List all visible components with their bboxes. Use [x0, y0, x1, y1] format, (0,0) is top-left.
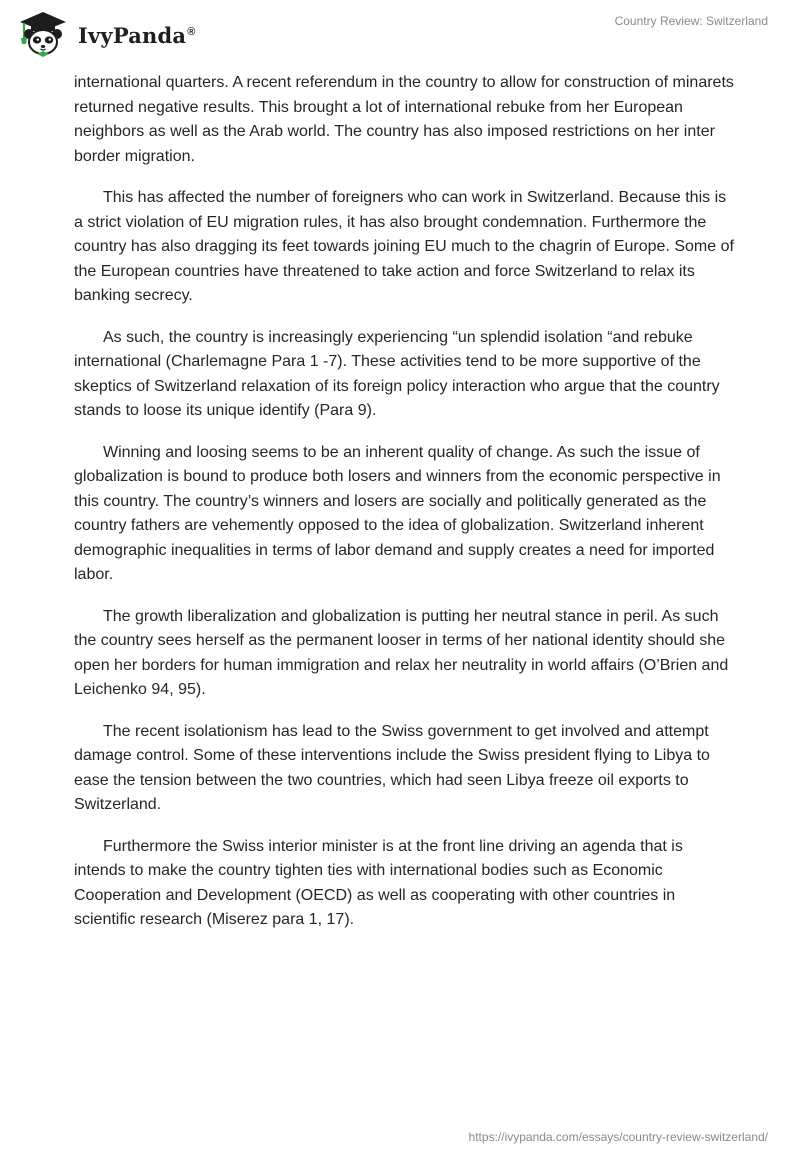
- essay-body: [74, 71, 734, 950]
- paragraph: The growth liberalization and globalization is putting her neutral stance in peril. As such the country sees herself as the permanent looser in terms of her national identity should she open her borders for human immigration and relax her neutrality in world affairs (O’Brien and Leichenko 94, 95).: [74, 607, 729, 698]
- registered-mark: ®: [187, 25, 196, 38]
- paragraph: This has affected the number of foreigners who can work in Switzerland. Because this is a strict violation of EU migration rules, it has also brought condemnation. Furthermore the country has also dragging its feet towards joining EU much to the chagrin of Europe. Some of the European countries have threatened to take action and force Switzerland to relax its banking secrecy.: [74, 189, 734, 304]
- page-header: [0, 0, 800, 70]
- paragraph: The recent isolationism has lead to the Swiss government to get involved and attempt damage control. Some of these interventions include the Swiss president flying to Libya to ease the tension between the two countries, which had seen Libya freeze oil exports to Switzerland.: [74, 722, 710, 813]
- panda-graduate-icon: [14, 8, 72, 58]
- source-url-link[interactable]: https://ivypanda.com/essays/country-review-switzerland/: [468, 1130, 768, 1144]
- brand-name: IvyPanda®: [78, 22, 196, 48]
- document-title: Country Review: Switzerland: [614, 14, 768, 28]
- paragraph: Furthermore the Swiss interior minister is at the front line driving an agenda that is intends to make the country tighten ties with international bodies such as Economic Cooperation and Development (OECD) as well as cooperating with other countries in scientific research (Miserez para 1, 17).: [74, 837, 683, 928]
- paragraph: international quarters. A recent referendum in the country to allow for construction of minarets returned negative results. This brought a lot of international rebuke from her European neighbors as well as the Arab world. The country has also imposed restrictions on her inter border migration.: [74, 74, 734, 165]
- paragraph: Winning and loosing seems to be an inherent quality of change. As such the issue of globalization is bound to produce both losers and winners from the economic perspective in this country. The country’s winners and losers are socially and politically generated as the country fathers are vehemently opposed to the idea of globalization. Switzerland inherent demographic inequalities in terms of labor demand and supply creates a need for imported labor.: [74, 443, 721, 583]
- brand-logo[interactable]: [14, 8, 196, 58]
- paragraph: As such, the country is increasingly experiencing “un splendid isolation “and rebuke international (Charlemagne Para 1 -7). These activities tend to be more supportive of the skeptics of Switzerland relaxation of its foreign policy interaction who argue that the country stands to loose its unique identify (Para 9).: [74, 328, 720, 419]
